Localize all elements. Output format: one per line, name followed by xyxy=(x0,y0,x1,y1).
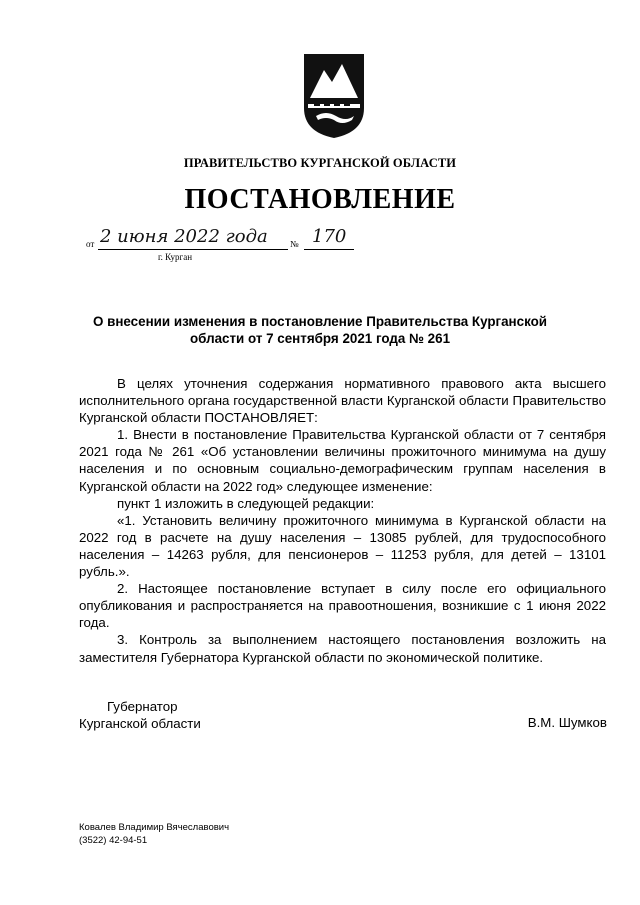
handwritten-number: 170 xyxy=(312,226,347,247)
date-number-line xyxy=(86,226,386,266)
executor-contacts xyxy=(79,821,229,847)
number-prefix: № xyxy=(290,239,299,249)
handwritten-date: 2 июня 2022 года xyxy=(100,226,268,247)
document-title: О внесении изменения в постановление Правительства Курганской области от 7 сентября 2021 года № 261 xyxy=(92,314,548,346)
signatory-name: В.М. Шумков xyxy=(527,715,607,730)
signatory-position-line2: Курганской области xyxy=(79,716,201,731)
date-prefix: от xyxy=(86,239,95,249)
clause-1-paragraph: 1. Внести в постановление Правительства Курганской области от 7 сентября 2021 года № 261 «Об установлении величины прожиточного минимума на душу населения и по основным социально-демографическим группам населения в Курганской области на 2022 год» следующее изменение: xyxy=(79,427,606,494)
city-label: г. Курган xyxy=(158,252,193,262)
number-underline xyxy=(304,249,354,250)
amendment-text-paragraph: «1. Установить величину прожиточного минимума в Курганской области на 2022 год в расчете на душу населения – 13085 рублей, для трудоспособного населения – 14263 рубля, для пенсионеров – 11253 рубля, для детей – 13101 рубль.». xyxy=(79,512,606,580)
amendment-intro-paragraph: пункт 1 изложить в следующей редакции: xyxy=(117,495,375,511)
executor-name: Ковалев Владимир Вячеславович xyxy=(79,822,230,833)
clause-2-paragraph: 2. Настоящее постановление вступает в силу после его официального опубликования и распространяется на правоотношения, возникшие с 1 июня 2022 года. xyxy=(79,581,606,631)
preamble-paragraph: В целях уточнения содержания нормативного правового акта высшего исполнительного органа государственной власти Курганской области Правительство Курганской области ПОСТАНОВЛЯЕТ: xyxy=(79,376,606,426)
document-type-heading: ПОСТАНОВЛЕНИЕ xyxy=(184,184,456,215)
coat-of-arms-emblem xyxy=(302,52,366,140)
signatory-position-line1: Губернатор xyxy=(107,699,178,714)
document-body xyxy=(79,375,606,666)
clause-3-paragraph: 3. Контроль за выполнением настоящего постановления возложить на заместителя Губернатора Курганской области по экономической политике. xyxy=(79,632,606,665)
date-underline xyxy=(98,249,288,250)
executor-phone: (3522) 42-94-51 xyxy=(79,835,148,846)
government-name: ПРАВИТЕЛЬСТВО КУРГАНСКОЙ ОБЛАСТИ xyxy=(183,156,457,170)
signatory-position xyxy=(79,698,201,732)
